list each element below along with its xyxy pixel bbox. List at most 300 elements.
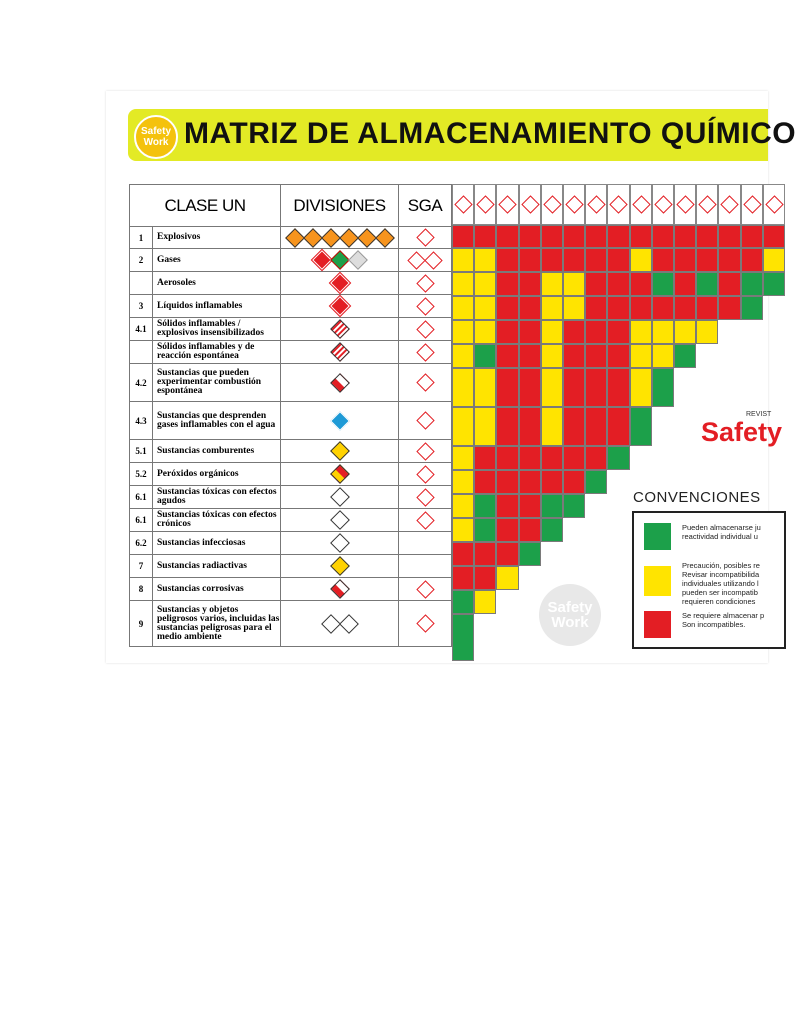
sga-pictograms [399, 318, 452, 341]
sga-pictograms [399, 486, 452, 509]
table-row [130, 463, 452, 486]
header-clase-un: CLASE UN [130, 185, 281, 227]
sga-pictograms [399, 463, 452, 486]
hazard-diamond-icon [339, 228, 359, 248]
matrix-cell [585, 446, 607, 470]
matrix-cell [474, 248, 496, 272]
class-number: 4.3 [130, 402, 153, 440]
matrix-cell [652, 320, 674, 344]
matrix-cell [496, 248, 518, 272]
matrix-cell [496, 566, 518, 590]
ghs-diamond-icon [416, 488, 434, 506]
class-number: 5.2 [130, 463, 153, 486]
divisions-pictograms [281, 364, 399, 402]
hazard-diamond-icon [312, 250, 332, 270]
matrix-cell [474, 225, 496, 248]
matrix-header-pictogram [519, 184, 541, 225]
hazard-diamond-icon [330, 373, 350, 393]
matrix-cell [496, 494, 518, 518]
matrix-cell [585, 368, 607, 407]
matrix-cell [474, 272, 496, 296]
matrix-cell [630, 296, 652, 320]
matrix-cell [452, 320, 474, 344]
matrix-cell [630, 407, 652, 446]
ghs-diamond-icon [416, 229, 434, 247]
safety-work-watermark: Safety Work [539, 584, 601, 646]
yellow-swatch [644, 566, 671, 596]
class-number: 9 [130, 601, 153, 647]
matrix-cell [607, 344, 629, 368]
hazard-diamond-icon [330, 411, 350, 431]
ghs-diamond-icon [632, 195, 650, 213]
matrix-cell [563, 248, 585, 272]
red-swatch [644, 611, 671, 638]
conventions-legend [632, 511, 786, 649]
class-number: 3 [130, 295, 153, 318]
class-name: Explosivos [153, 227, 281, 249]
matrix-cell [496, 470, 518, 494]
matrix-header-pictogram [652, 184, 674, 225]
ghs-diamond-icon [543, 195, 561, 213]
conventions-title: CONVENCIONES [633, 489, 761, 506]
matrix-cell [696, 225, 718, 248]
ghs-diamond-icon [416, 374, 434, 392]
class-number: 4.2 [130, 364, 153, 402]
matrix-cell [519, 344, 541, 368]
class-number [130, 341, 153, 364]
hazard-diamond-icon [330, 319, 350, 339]
table-row [130, 440, 452, 463]
legend-text-green: Pueden almacenarse ju reactividad individual u [682, 523, 761, 541]
matrix-cell [563, 407, 585, 446]
table-row [130, 249, 452, 272]
matrix-cell [674, 320, 696, 344]
class-name: Sustancias infecciosas [153, 532, 281, 555]
matrix-cell [741, 225, 763, 248]
matrix-cell [496, 542, 518, 566]
hazard-diamond-icon [321, 614, 341, 634]
matrix-cell [452, 614, 474, 661]
divisions-pictograms [281, 318, 399, 341]
matrix-cell [452, 566, 474, 590]
ghs-diamond-icon [416, 580, 434, 598]
matrix-cell [607, 407, 629, 446]
matrix-cell [674, 344, 696, 368]
legend-text-red: Se requiere almacenar p Son incompatibles. [682, 611, 765, 629]
matrix-cell [541, 518, 563, 542]
matrix-header-pictogram [763, 184, 785, 225]
hazard-diamond-icon [330, 533, 350, 553]
matrix-cell [496, 296, 518, 320]
ghs-diamond-icon [610, 195, 628, 213]
matrix-cell [763, 272, 785, 296]
divisions-pictograms [281, 440, 399, 463]
matrix-cell [519, 248, 541, 272]
brand-logo: Safety [701, 417, 783, 447]
ghs-diamond-icon [416, 320, 434, 338]
matrix-cell [696, 320, 718, 344]
divisions-pictograms [281, 509, 399, 532]
matrix-cell [474, 368, 496, 407]
ghs-diamond-icon [676, 195, 694, 213]
matrix-header-pictogram [607, 184, 629, 225]
matrix-cell [585, 296, 607, 320]
ghs-diamond-icon [654, 195, 672, 213]
matrix-cell [541, 446, 563, 470]
ghs-diamond-icon [454, 195, 472, 213]
safety-work-logo: Safety Work [134, 115, 178, 159]
table-row [130, 227, 452, 249]
matrix-cell [474, 344, 496, 368]
divisions-pictograms [281, 249, 399, 272]
ghs-diamond-icon [743, 195, 761, 213]
divisions-pictograms [281, 341, 399, 364]
matrix-cell [474, 446, 496, 470]
ghs-diamond-icon [587, 195, 605, 213]
classification-table [129, 184, 452, 647]
matrix-cell [496, 225, 518, 248]
matrix-cell [452, 272, 474, 296]
matrix-cell [563, 225, 585, 248]
matrix-cell [541, 368, 563, 407]
table-row [130, 509, 452, 532]
matrix-cell [585, 320, 607, 344]
hazard-diamond-icon [330, 273, 350, 293]
matrix-cell [474, 470, 496, 494]
matrix-cell [607, 272, 629, 296]
class-name: Sustancias corrosivas [153, 578, 281, 601]
matrix-cell [474, 590, 496, 614]
matrix-cell [585, 344, 607, 368]
class-name: Peróxidos orgánicos [153, 463, 281, 486]
ghs-diamond-icon [416, 442, 434, 460]
sga-pictograms [399, 509, 452, 532]
matrix-cell [474, 320, 496, 344]
hazard-diamond-icon [330, 441, 350, 461]
matrix-cell [652, 248, 674, 272]
class-name: Sustancias que desprenden gases inflamables con el agua [153, 402, 281, 440]
matrix-cell [452, 296, 474, 320]
matrix-cell [652, 296, 674, 320]
divisions-pictograms [281, 295, 399, 318]
matrix-header-pictogram [674, 184, 696, 225]
matrix-header-pictogram [718, 184, 740, 225]
matrix-header-pictogram [541, 184, 563, 225]
ghs-diamond-icon [416, 615, 434, 633]
matrix-cell [607, 248, 629, 272]
table-row [130, 601, 452, 647]
matrix-cell [741, 272, 763, 296]
matrix-cell [607, 225, 629, 248]
matrix-cell [496, 368, 518, 407]
ghs-diamond-icon [416, 297, 434, 315]
matrix-cell [563, 344, 585, 368]
class-number: 6.1 [130, 486, 153, 509]
class-number: 6.1 [130, 509, 153, 532]
table-row [130, 486, 452, 509]
matrix-cell [585, 407, 607, 446]
matrix-cell [630, 248, 652, 272]
matrix-cell [541, 407, 563, 446]
sga-pictograms [399, 532, 452, 555]
matrix-cell [696, 296, 718, 320]
ghs-diamond-icon [499, 195, 517, 213]
table-row [130, 272, 452, 295]
table-row [130, 364, 452, 402]
matrix-cell [674, 248, 696, 272]
matrix-cell [541, 296, 563, 320]
table-row [130, 555, 452, 578]
hazard-diamond-icon [285, 228, 305, 248]
divisions-pictograms [281, 578, 399, 601]
matrix-cell [452, 225, 474, 248]
matrix-cell [607, 446, 629, 470]
matrix-cell [474, 542, 496, 566]
hazard-diamond-icon [330, 464, 350, 484]
ghs-diamond-icon [416, 343, 434, 361]
class-number [130, 272, 153, 295]
matrix-cell [541, 494, 563, 518]
ghs-diamond-icon [416, 465, 434, 483]
sga-pictograms [399, 341, 452, 364]
matrix-cell [496, 344, 518, 368]
matrix-cell [474, 407, 496, 446]
sga-pictograms [399, 249, 452, 272]
class-name: Sustancias comburentes [153, 440, 281, 463]
matrix-cell [519, 518, 541, 542]
matrix-cell [718, 272, 740, 296]
class-number: 1 [130, 227, 153, 249]
page-title: MATRIZ DE ALMACENAMIENTO QUÍMICO [184, 117, 796, 150]
matrix-cell [674, 272, 696, 296]
ghs-diamond-icon [416, 274, 434, 292]
hazard-diamond-icon [330, 342, 350, 362]
matrix-cell [652, 344, 674, 368]
class-number: 2 [130, 249, 153, 272]
ghs-diamond-icon [721, 195, 739, 213]
divisions-pictograms [281, 402, 399, 440]
matrix-cell [563, 494, 585, 518]
table-row [130, 402, 452, 440]
matrix-cell [519, 494, 541, 518]
matrix-cell [519, 225, 541, 248]
ghs-diamond-icon [565, 195, 583, 213]
matrix-cell [452, 590, 474, 614]
matrix-cell [474, 296, 496, 320]
matrix-header-pictogram [630, 184, 652, 225]
header-sga: SGA [399, 185, 452, 227]
class-number: 7 [130, 555, 153, 578]
ghs-diamond-icon [416, 511, 434, 529]
matrix-cell [696, 248, 718, 272]
matrix-cell [541, 248, 563, 272]
matrix-cell [474, 494, 496, 518]
matrix-cell [630, 368, 652, 407]
matrix-cell [452, 344, 474, 368]
matrix-cell [563, 320, 585, 344]
divisions-pictograms [281, 555, 399, 578]
ghs-diamond-icon [424, 251, 442, 269]
matrix-cell [519, 368, 541, 407]
matrix-cell [452, 470, 474, 494]
divisions-pictograms [281, 272, 399, 295]
matrix-cell [474, 566, 496, 590]
matrix-cell [496, 320, 518, 344]
ghs-diamond-icon [521, 195, 539, 213]
class-name: Sustancias tóxicas con efectos crónicos [153, 509, 281, 532]
matrix-cell [718, 225, 740, 248]
sga-pictograms [399, 295, 452, 318]
magazine-label: REVIST [746, 411, 772, 418]
table-row [130, 532, 452, 555]
matrix-header-pictogram [741, 184, 763, 225]
matrix-cell [585, 248, 607, 272]
matrix-cell [674, 296, 696, 320]
class-name: Sustancias radiactivas [153, 555, 281, 578]
matrix-cell [541, 225, 563, 248]
divisions-pictograms [281, 601, 399, 647]
matrix-cell [607, 296, 629, 320]
class-number: 8 [130, 578, 153, 601]
matrix-cell [496, 272, 518, 296]
matrix-cell [652, 225, 674, 248]
hazard-diamond-icon [330, 296, 350, 316]
hazard-diamond-icon [330, 556, 350, 576]
sga-pictograms [399, 402, 452, 440]
matrix-cell [652, 368, 674, 407]
sga-pictograms [399, 578, 452, 601]
matrix-cell [496, 407, 518, 446]
divisions-pictograms [281, 532, 399, 555]
matrix-cell [452, 368, 474, 407]
matrix-cell [563, 446, 585, 470]
matrix-cell [563, 272, 585, 296]
matrix-cell [607, 368, 629, 407]
matrix-cell [696, 272, 718, 296]
ghs-diamond-icon [416, 412, 434, 430]
matrix-header-pictogram [563, 184, 585, 225]
matrix-header-pictogram [474, 184, 496, 225]
matrix-cell [741, 296, 763, 320]
title-banner [128, 109, 796, 161]
hazard-diamond-icon [330, 579, 350, 599]
matrix-header-pictogram [496, 184, 518, 225]
hazard-diamond-icon [330, 510, 350, 530]
hazard-diamond-icon [330, 250, 350, 270]
sga-pictograms [399, 364, 452, 402]
matrix-cell [541, 344, 563, 368]
table-row [130, 318, 452, 341]
ghs-diamond-icon [407, 251, 425, 269]
class-name: Sólidos inflamables / explosivos insensibilizados [153, 318, 281, 341]
matrix-cell [519, 446, 541, 470]
matrix-header-pictogram [585, 184, 607, 225]
matrix-cell [763, 225, 785, 248]
matrix-cell [541, 272, 563, 296]
hazard-diamond-icon [348, 250, 368, 270]
hazard-diamond-icon [375, 228, 395, 248]
class-number: 5.1 [130, 440, 153, 463]
matrix-cell [541, 320, 563, 344]
matrix-cell [630, 320, 652, 344]
sga-pictograms [399, 601, 452, 647]
matrix-cell [585, 272, 607, 296]
class-name: Sólidos inflamables y de reacción espontánea [153, 341, 281, 364]
matrix-cell [763, 248, 785, 272]
matrix-header-pictogram [696, 184, 718, 225]
hazard-diamond-icon [357, 228, 377, 248]
matrix-cell [630, 225, 652, 248]
matrix-cell [519, 296, 541, 320]
poster [106, 91, 796, 663]
class-name: Sustancias que pueden experimentar combustión espontánea [153, 364, 281, 402]
sga-pictograms [399, 227, 452, 249]
divisions-pictograms [281, 227, 399, 249]
table-row [130, 578, 452, 601]
matrix-cell [519, 407, 541, 446]
matrix-cell [452, 446, 474, 470]
matrix-cell [718, 296, 740, 320]
ghs-diamond-icon [476, 195, 494, 213]
class-name: Sustancias y objetos peligrosos varios, incluidas las sustancias peligrosas para el medio ambiente [153, 601, 281, 647]
matrix-cell [630, 272, 652, 296]
legend-text-yellow: Precaución, posibles re Revisar incompatibilida individuales utilizando l pueden ser incompatib requieren condiciones [682, 561, 760, 606]
matrix-cell [519, 320, 541, 344]
hazard-diamond-icon [321, 228, 341, 248]
matrix-cell [563, 296, 585, 320]
class-name: Sustancias tóxicas con efectos agudos [153, 486, 281, 509]
matrix-cell [452, 407, 474, 446]
class-name: Gases [153, 249, 281, 272]
class-name: Líquidos inflamables [153, 295, 281, 318]
matrix-cell [563, 368, 585, 407]
green-swatch [644, 523, 671, 550]
matrix-cell [741, 248, 763, 272]
matrix-cell [519, 542, 541, 566]
sga-pictograms [399, 555, 452, 578]
matrix-cell [452, 518, 474, 542]
matrix-header-pictogram [452, 184, 474, 225]
class-number: 6.2 [130, 532, 153, 555]
divisions-pictograms [281, 463, 399, 486]
matrix-cell [607, 320, 629, 344]
matrix-cell [519, 470, 541, 494]
hazard-diamond-icon [303, 228, 323, 248]
matrix-cell [496, 518, 518, 542]
matrix-cell [541, 470, 563, 494]
class-name: Aerosoles [153, 272, 281, 295]
matrix-cell [585, 470, 607, 494]
matrix-cell [630, 344, 652, 368]
ghs-diamond-icon [765, 195, 783, 213]
matrix-cell [674, 225, 696, 248]
matrix-cell [474, 518, 496, 542]
table-row [130, 341, 452, 364]
matrix-cell [452, 542, 474, 566]
sga-pictograms [399, 440, 452, 463]
matrix-cell [496, 446, 518, 470]
table-row [130, 295, 452, 318]
matrix-cell [519, 272, 541, 296]
matrix-cell [452, 248, 474, 272]
matrix-cell [718, 248, 740, 272]
matrix-cell [563, 470, 585, 494]
matrix-cell [585, 225, 607, 248]
hazard-diamond-icon [339, 614, 359, 634]
matrix-cell [452, 494, 474, 518]
matrix-cell [652, 272, 674, 296]
class-number: 4.1 [130, 318, 153, 341]
